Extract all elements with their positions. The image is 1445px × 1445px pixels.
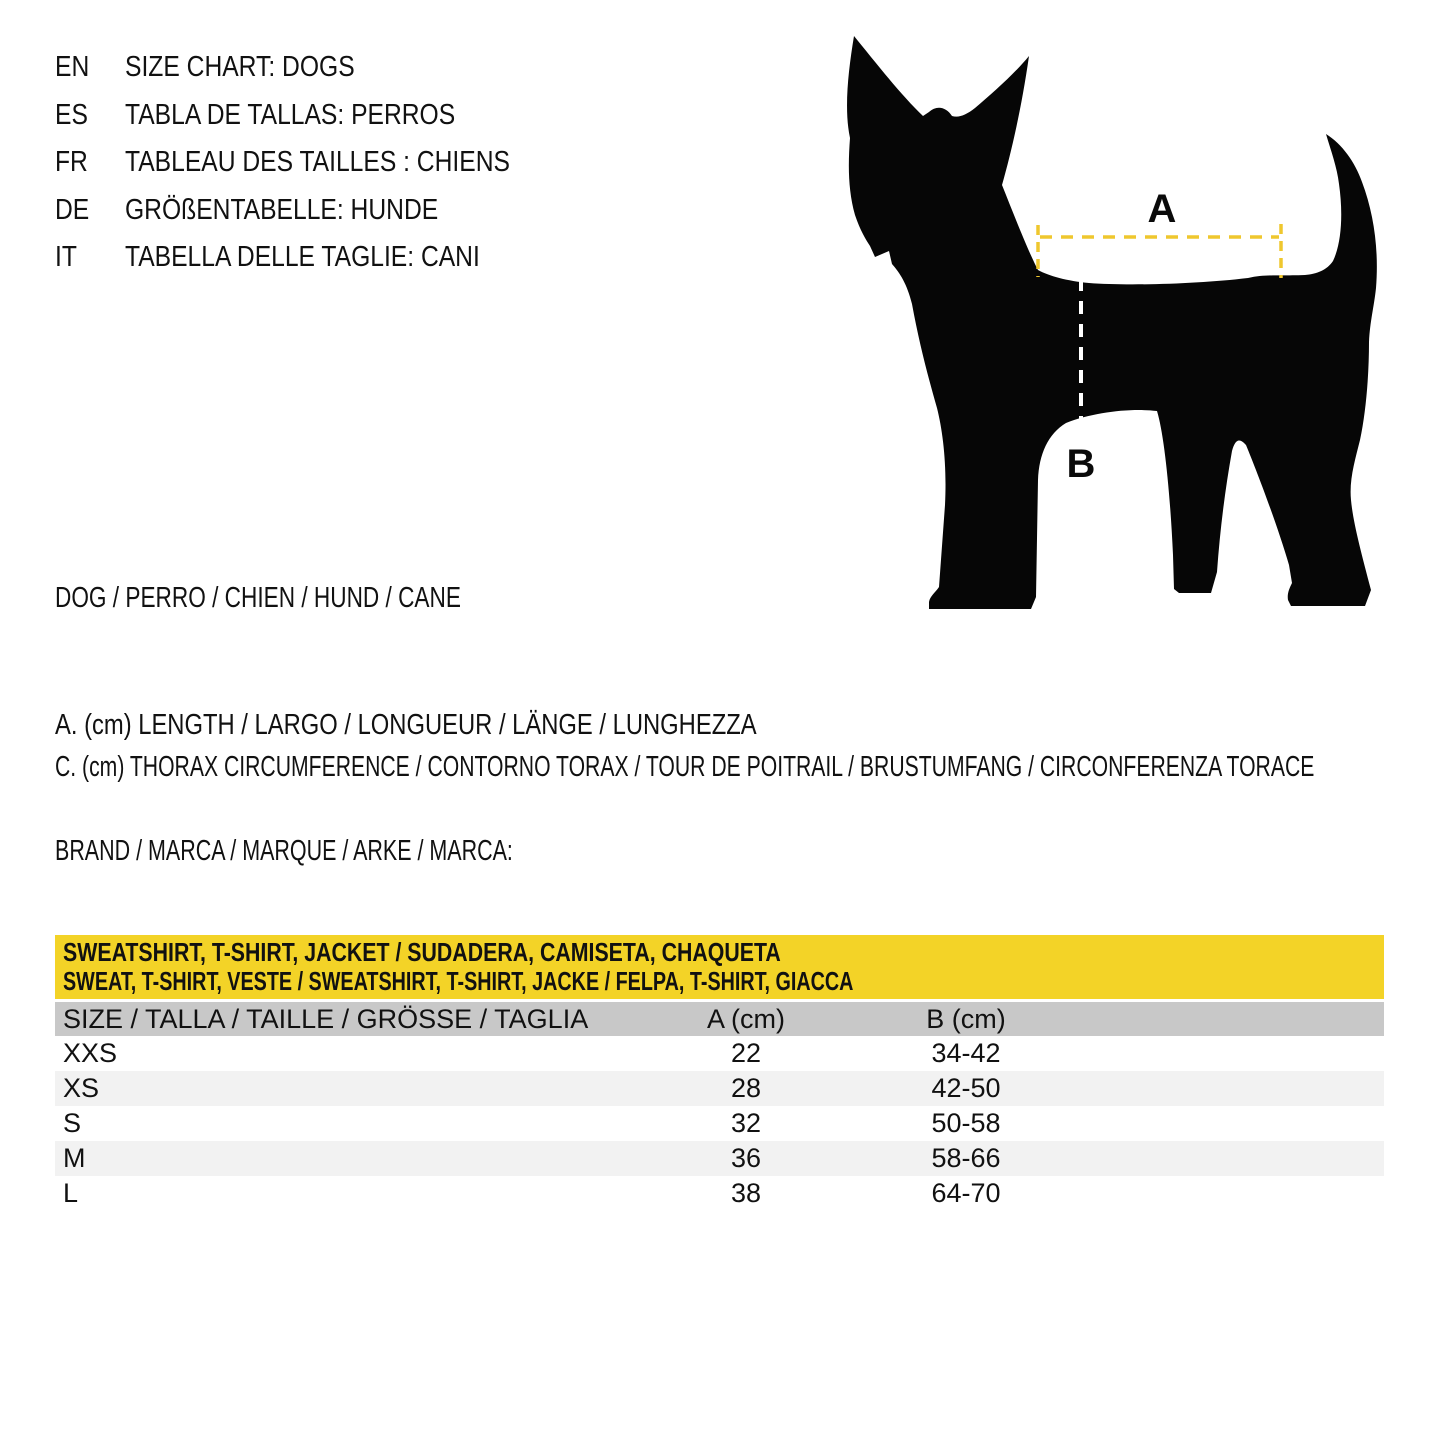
measure-label-b: B (1066, 442, 1096, 486)
title-fr: TABLEAU DES TAILLES : CHIENS (125, 146, 510, 179)
figure-caption: DOG / PERRO / CHIEN / HUND / CANE (55, 582, 461, 614)
lang-code-fr: FR (55, 146, 88, 179)
a-cell: 28 (730, 1073, 762, 1103)
table-header-row (55, 1002, 1384, 1036)
col-header-a: A (cm) (707, 1003, 785, 1034)
table-row-xxs (55, 1036, 1384, 1071)
b-cell: 64-70 (931, 1178, 1001, 1208)
size-cell: XS (63, 1073, 100, 1103)
dog-measurement-figure (800, 10, 1445, 655)
table-row-xs (55, 1071, 1384, 1106)
title-en: SIZE CHART: DOGS (125, 51, 355, 84)
table-row-m (55, 1141, 1384, 1176)
language-title-list (55, 44, 578, 282)
size-cell: XXS (63, 1038, 118, 1068)
title-de: GRÖßENTABELLE: HUNDE (125, 193, 439, 226)
measurement-a-definition: A. (cm) LENGTH / LARGO / LONGUEUR / LÄNGE / LUNGHEZZA (55, 708, 757, 741)
lang-code-it: IT (55, 241, 77, 274)
a-cell: 36 (730, 1143, 762, 1173)
category-line-2: SWEAT, T-SHIRT, VESTE / SWEATSHIRT, T-SHIRT, JACKE / FELPA, T-SHIRT, GIACCA (63, 966, 854, 996)
title-it: TABELLA DELLE TAGLIE: CANI (125, 241, 480, 274)
b-cell: 58-66 (931, 1143, 1001, 1173)
b-cell: 50-58 (931, 1108, 1001, 1138)
size-table (55, 935, 1384, 1211)
a-cell: 22 (730, 1038, 762, 1068)
a-cell: 32 (730, 1108, 762, 1138)
garment-category-band (55, 935, 1384, 999)
dog-silhouette-icon (847, 36, 1377, 609)
brand-line: BRAND / MARCA / MARQUE / ARKE / MARCA: (55, 835, 513, 867)
title-es: TABLA DE TALLAS: PERROS (125, 98, 456, 131)
table-row-l (55, 1176, 1384, 1211)
title-row-it (55, 234, 578, 282)
sizes-table (55, 1002, 1384, 1211)
size-cell: M (63, 1143, 86, 1173)
a-cell: 38 (730, 1178, 762, 1208)
table-row-s (55, 1106, 1384, 1141)
title-row-es (55, 92, 578, 140)
b-cell: 42-50 (931, 1073, 1001, 1103)
lang-code-es: ES (55, 98, 88, 131)
lang-code-en: EN (55, 51, 90, 84)
measure-line-a (1038, 224, 1281, 278)
col-header-spacer (1056, 1002, 1384, 1036)
measure-label-a: A (1147, 187, 1177, 231)
measurement-c-definition: C. (cm) THORAX CIRCUMFERENCE / CONTORNO TORAX / TOUR DE POITRAIL / BRUSTUMFANG / CIRCONFERENZA TORACE (55, 750, 1315, 783)
category-line-1: SWEATSHIRT, T-SHIRT, JACKET / SUDADERA, CAMISETA, CHAQUETA (63, 937, 781, 967)
col-header-b: B (cm) (926, 1003, 1006, 1034)
col-header-size: SIZE / TALLA / TAILLE / GRÖSSE / TAGLIA (63, 1003, 589, 1034)
title-row-fr (55, 139, 578, 187)
title-row-de (55, 187, 578, 235)
measurement-definitions (55, 704, 1445, 788)
title-row-en (55, 44, 578, 92)
b-cell: 34-42 (931, 1038, 1001, 1068)
lang-code-de: DE (55, 193, 90, 226)
size-cell: L (63, 1178, 79, 1208)
size-cell: S (63, 1108, 82, 1138)
